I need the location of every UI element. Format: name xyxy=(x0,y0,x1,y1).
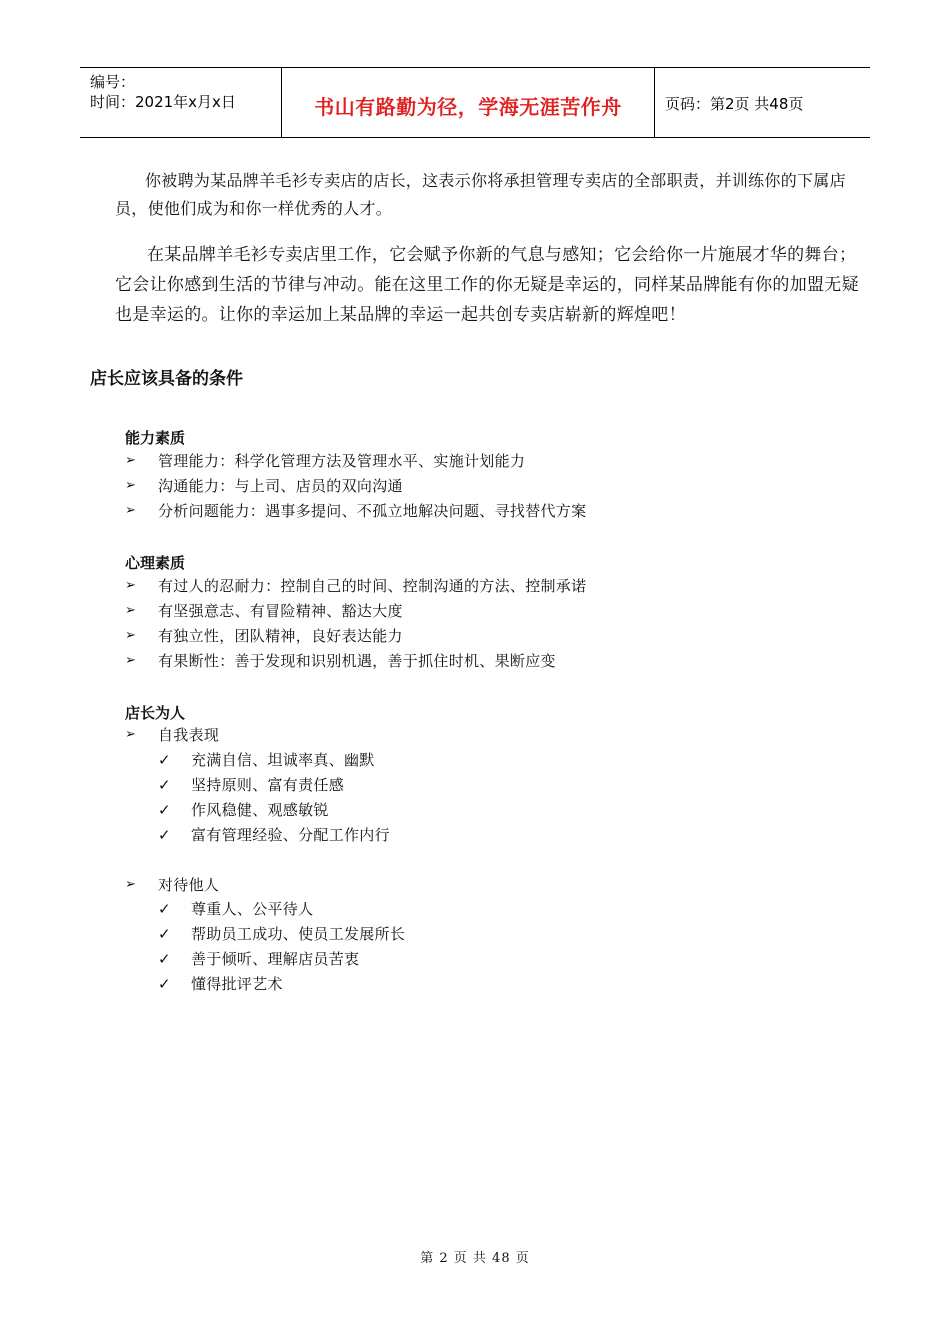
page-info: 页码：第2页 共48页 xyxy=(665,95,804,113)
arrow-bullet-icon: ➢ xyxy=(125,877,137,892)
arrow-bullet-icon: ➢ xyxy=(125,453,137,468)
list-item-text: 沟通能力：与上司、店员的双向沟通 xyxy=(158,477,403,495)
list-item-text: 有过人的忍耐力：控制自己的时间、控制沟通的方法、控制承诺 xyxy=(158,577,587,595)
check-item-text: 帮助员工成功、使员工发展所长 xyxy=(191,925,406,943)
paragraph-2: 在某品牌羊毛衫专卖店里工作，它会赋予你新的气息与感知；它会给你一片施展才华的舞台；它会让你感到生活的节律与冲动。能在这里工作的你无疑是幸运的，同样某品牌能有你的加盟无疑也是幸运的。让你的幸运加上某品牌的幸运一起共创专卖店崭新的辉煌吧！ xyxy=(115,245,859,325)
check-icon: ✓ xyxy=(158,950,171,968)
list-item-text: 有坚强意志、有冒险精神、豁达大度 xyxy=(158,602,403,620)
motto: 书山有路勤为径，学海无涯苦作舟 xyxy=(314,95,622,119)
arrow-bullet-icon: ➢ xyxy=(125,628,137,643)
number-label: 编号： xyxy=(90,73,136,91)
list-item-text: 有果断性：善于发现和识别机遇，善于抓住时机、果断应变 xyxy=(158,652,556,670)
date-label: 时间：2021年x月x日 xyxy=(90,93,236,111)
ability-title: 能力素质 xyxy=(125,429,186,447)
list-item-text: 分析问题能力：遇事多提问、不孤立地解决问题、寻找替代方案 xyxy=(158,502,587,520)
list-item-text: 对待他人 xyxy=(158,876,220,894)
page-footer: 第 2 页 共 48 页 xyxy=(420,1251,530,1266)
arrow-bullet-icon: ➢ xyxy=(125,653,137,668)
check-item-text: 充满自信、坦诚率真、幽默 xyxy=(191,751,375,769)
check-icon: ✓ xyxy=(158,776,171,794)
header-right-cell xyxy=(655,68,870,137)
check-icon: ✓ xyxy=(158,826,171,844)
check-icon: ✓ xyxy=(158,801,171,819)
person-title: 店长为人 xyxy=(125,704,186,722)
psych-title: 心理素质 xyxy=(125,554,186,572)
arrow-bullet-icon: ➢ xyxy=(125,478,137,493)
header-left-cell xyxy=(80,68,282,137)
list-item-text: 有独立性，团队精神，良好表达能力 xyxy=(158,627,403,645)
header-mid-cell xyxy=(282,68,655,137)
check-icon: ✓ xyxy=(158,751,171,769)
list-item-text: 管理能力：科学化管理方法及管理水平、实施计划能力 xyxy=(158,452,526,470)
arrow-bullet-icon: ➢ xyxy=(125,578,137,593)
check-icon: ✓ xyxy=(158,975,171,993)
arrow-bullet-icon: ➢ xyxy=(125,603,137,618)
arrow-bullet-icon: ➢ xyxy=(125,727,137,742)
check-item-text: 富有管理经验、分配工作内行 xyxy=(191,826,390,844)
list-item-text: 自我表现 xyxy=(158,726,220,744)
check-icon: ✓ xyxy=(158,900,171,918)
section-title: 店长应该具备的条件 xyxy=(90,369,243,389)
check-item-text: 善于倾听、理解店员苦衷 xyxy=(191,950,360,968)
arrow-bullet-icon: ➢ xyxy=(125,503,137,518)
check-item-text: 坚持原则、富有责任感 xyxy=(191,776,345,794)
check-item-text: 作风稳健、观感敏锐 xyxy=(191,801,329,819)
check-icon: ✓ xyxy=(158,925,171,943)
header-table xyxy=(80,67,870,138)
paragraph-1: 你被聘为某品牌羊毛衫专卖店的店长，这表示你将承担管理专卖店的全部职责，并训练你的下属店员，使他们成为和你一样优秀的人才。 xyxy=(115,171,846,218)
check-item-text: 懂得批评艺术 xyxy=(191,975,283,993)
check-item-text: 尊重人、公平待人 xyxy=(191,900,314,918)
